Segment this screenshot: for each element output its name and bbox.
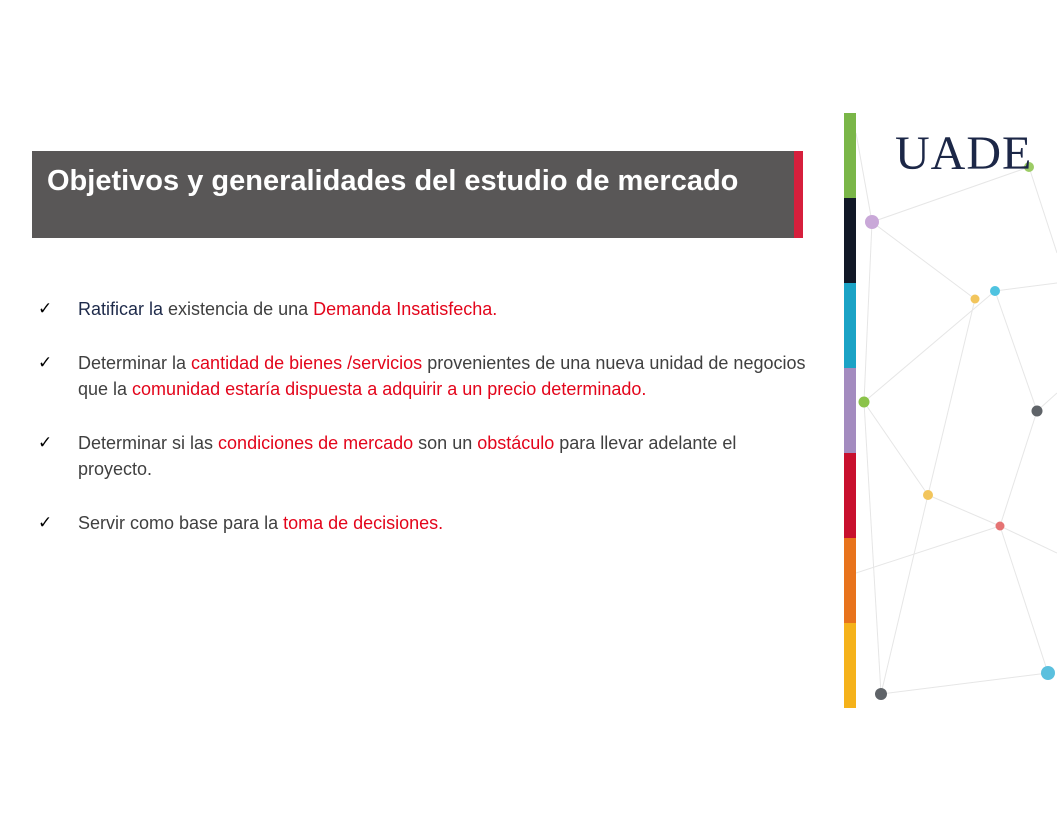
strip-segment bbox=[844, 538, 856, 623]
strip-segment bbox=[844, 368, 856, 453]
check-icon: ✓ bbox=[38, 513, 53, 532]
network-decoration bbox=[856, 113, 1057, 713]
uade-logo: UADE bbox=[895, 127, 1033, 180]
bullet-item: ✓ Servir como base para la toma de decisiones. bbox=[38, 510, 808, 536]
bullet-item: ✓ Determinar la cantidad de bienes /servicios provenientes de una nueva unidad de negocios que la comunidad estaría dispuesta a adquirir a un precio determinado. bbox=[38, 350, 808, 402]
check-icon: ✓ bbox=[38, 433, 53, 452]
strip-segment bbox=[844, 283, 856, 368]
strip-segment bbox=[844, 198, 856, 283]
bullet-item: ✓ Ratificar la existencia de una Demanda Insatisfecha. bbox=[38, 296, 808, 322]
bullet-item: ✓ Determinar si las condiciones de mercado son un obstáculo para llevar adelante el proyecto. bbox=[38, 430, 808, 482]
strip-segment bbox=[844, 453, 856, 538]
strip-segment bbox=[844, 623, 856, 708]
color-strip bbox=[844, 113, 856, 706]
strip-segment bbox=[844, 113, 856, 198]
bullet-list bbox=[38, 296, 808, 536]
title-accent-bar bbox=[794, 151, 803, 238]
check-icon: ✓ bbox=[38, 299, 53, 318]
check-icon: ✓ bbox=[38, 353, 53, 372]
slide-title: Objetivos y generalidades del estudio de mercado bbox=[47, 165, 739, 197]
